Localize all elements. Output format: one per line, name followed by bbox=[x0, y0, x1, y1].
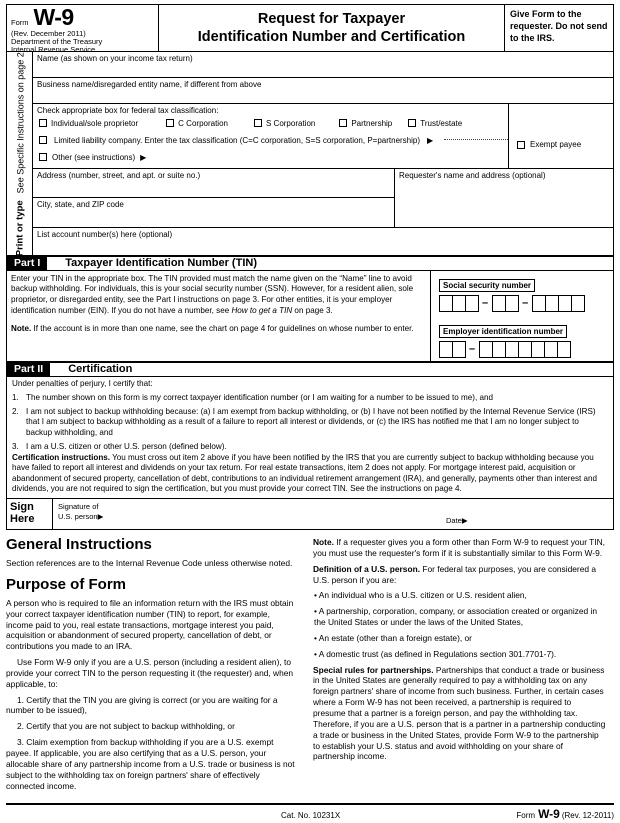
business-name-field-row[interactable] bbox=[33, 78, 613, 104]
part2-header-bar bbox=[6, 362, 614, 377]
checkbox-exempt-payee[interactable] bbox=[517, 140, 581, 149]
field-stack bbox=[33, 52, 613, 255]
date-label: Date bbox=[446, 516, 462, 526]
checkbox-icon[interactable] bbox=[408, 119, 416, 127]
requester-note-bold: Note. bbox=[313, 537, 334, 548]
general-instructions-section bbox=[6, 530, 614, 796]
checkbox-other[interactable] bbox=[33, 148, 508, 166]
ein-cell[interactable] bbox=[452, 341, 466, 358]
ein-cell[interactable] bbox=[505, 341, 519, 358]
form-title-line1: Request for Taxpayer bbox=[257, 10, 406, 27]
footer-revision: (Rev. 12-2011) bbox=[561, 811, 614, 820]
purpose-item-1: 1. Certify that the TIN you are giving is correct (or you are waiting for a number to be issued), bbox=[6, 694, 278, 716]
ein-label: Employer identification number bbox=[439, 325, 567, 338]
requester-name-address-field[interactable] bbox=[395, 169, 613, 227]
taxpayer-info-section bbox=[6, 52, 614, 256]
checkbox-label: C Corporation bbox=[178, 118, 228, 128]
signature-label-line1: Signature of bbox=[58, 502, 99, 512]
address-requester-row bbox=[33, 169, 613, 228]
ein-cell[interactable] bbox=[439, 341, 453, 358]
sidebar-see-specific-label: See Specific Instructions on page 2. bbox=[14, 50, 25, 194]
purpose-paragraph-1: A person who is required to file an information return with the IRS must obtain your correct taxpayer identification number (TIN) to report, for example, income paid to you, real estate transactions, mortgage interest you paid, acquisition or abandonment of secured property, cancellation of debt, or contributions you made to an IRA. bbox=[6, 597, 294, 652]
ssn-cell[interactable] bbox=[558, 295, 572, 312]
special-rules-text: Partnerships that conduct a trade or business in the United States are generally required to pay a withholding tax on any foreign partners' share of income from such business. Further, in certain cases where a Form W-9 has not been received, a partnership is required to presume that a partner is a foreign person, and pay the withholding tax. Therefore, if you are a U.S. person that is a partner in a partnership conducting a trade or business in the United States, provide Form W-9 to the partnership to establish your U.S. status and avoid withholding on your share of partnership income. bbox=[313, 664, 606, 762]
exempt-payee-area bbox=[509, 104, 613, 168]
checkbox-icon[interactable] bbox=[339, 119, 347, 127]
llc-label: Limited liability company. Enter the tax classification (C=C corporation, S=S corporation, P=partnership) bbox=[54, 135, 421, 145]
ssn-cell[interactable] bbox=[465, 295, 479, 312]
arrow-right-icon: ▶ bbox=[461, 516, 468, 526]
header-form-identity bbox=[7, 4, 159, 55]
sidebar-vertical-instructions bbox=[7, 52, 33, 255]
part1-paragraph-italic: How to get a TIN bbox=[231, 305, 293, 315]
purpose-item-3: 3. Claim exemption from backup withholding if you are a U.S. exempt payee. If applicable, you are also certifying that as a U.S. person, your allocable share of any partnership income from a U.S. trade or business is not subject to the withholding tax on foreign partners' share of effectively connected income. bbox=[6, 737, 295, 791]
business-name-field-label: Business name/disregarded entity name, if different from above bbox=[37, 80, 262, 89]
item-text: I am not subject to backup withholding because: (a) I am exempt from backup withholding, or (b) I have not been notified by the Internal Revenue Service (IRS) that I am subject to backup withholding as a result of a failure to report all interest or dividends, or (c) the IRS has notified me that I am no longer subject to backup withholding, and bbox=[26, 406, 596, 437]
form-word-label: Form bbox=[11, 18, 29, 27]
item-number: 1. bbox=[12, 392, 19, 402]
perjury-lead-text: Under penalties of perjury, I certify that: bbox=[12, 378, 153, 388]
checkbox-label: S Corporation bbox=[265, 118, 316, 128]
tax-classification-options bbox=[33, 104, 509, 168]
ssn-cell[interactable] bbox=[492, 295, 506, 312]
form-title-line2: Identification Number and Certification bbox=[197, 29, 466, 45]
part1-note-bold: Note. bbox=[11, 323, 32, 333]
requester-field-label: Requester's name and address (optional) bbox=[399, 170, 546, 180]
classification-checkbox-row bbox=[33, 116, 508, 128]
part1-paragraph bbox=[11, 274, 424, 317]
ssn-input-cells[interactable] bbox=[439, 295, 607, 312]
checkbox-individual-sole-proprietor[interactable] bbox=[39, 119, 138, 128]
special-rules-partnerships bbox=[313, 665, 606, 763]
footer-form-number: W-9 bbox=[538, 807, 560, 821]
section-references-text: Section references are to the Internal Revenue Code unless otherwise noted. bbox=[6, 557, 293, 568]
name-field-label: Name (as shown on your income tax return) bbox=[37, 54, 193, 63]
part1-paragraph-text: Enter your TIN in the appropriate box. The TIN provided must match the name given on the “Name” line to avoid backup withholding. For individuals, this is your social security number (SSN). However, for a resident alien, sole proprietor, or disregarded entity, see the Part I instructions on page 3. For other entities, it is your employer identification number (EIN). If you do not have a number, see bbox=[11, 273, 414, 315]
item-number: 2. bbox=[12, 406, 19, 416]
ein-cell[interactable] bbox=[492, 341, 506, 358]
address-field-label: Address (number, street, and apt. or suite no.) bbox=[37, 170, 201, 180]
treasury-department-label: Department of the Treasury bbox=[11, 36, 103, 46]
llc-classification-input[interactable] bbox=[444, 139, 508, 140]
form-number: W-9 bbox=[33, 4, 74, 30]
requester-note-text: If a requester gives you a form other than Form W-9 to request your TIN, you must use the requester's form if it is substantially similar to this Form W-9. bbox=[313, 537, 605, 558]
ein-cell[interactable] bbox=[479, 341, 493, 358]
part2-title: Certification bbox=[68, 363, 133, 376]
checkbox-partnership[interactable] bbox=[339, 119, 392, 128]
checkbox-icon[interactable] bbox=[517, 141, 525, 149]
checkbox-icon[interactable] bbox=[39, 119, 47, 127]
ein-cell[interactable] bbox=[544, 341, 558, 358]
signature-input-area[interactable] bbox=[53, 499, 613, 529]
purpose-item-2: 2. Certify that you are not subject to backup withholding, or bbox=[17, 721, 235, 732]
city-state-zip-field-row[interactable] bbox=[33, 198, 394, 227]
certification-item-1 bbox=[12, 393, 607, 404]
footer-form-word: Form bbox=[516, 811, 536, 820]
address-field-row[interactable] bbox=[33, 169, 394, 198]
ssn-cell[interactable] bbox=[571, 295, 585, 312]
certification-item-2 bbox=[12, 407, 607, 439]
signature-label-line2: U.S. person bbox=[58, 511, 98, 521]
form-revision-date: (Rev. December 2011) bbox=[11, 28, 86, 38]
special-rules-bold: Special rules for partnerships. bbox=[313, 664, 434, 675]
account-numbers-field-row[interactable] bbox=[33, 228, 613, 255]
ssn-label: Social security number bbox=[439, 279, 535, 292]
part1-body bbox=[6, 271, 614, 362]
footer-divider bbox=[6, 803, 614, 805]
ein-cell[interactable] bbox=[531, 341, 545, 358]
part1-note-text: If the account is in more than one name, see the chart on page 4 for guidelines on whose number to enter. bbox=[31, 323, 414, 333]
purpose-paragraph-2: Use Form W-9 only if you are a U.S. person (including a resident alien), to provide your correct TIN to the person requesting it (the requester) and, when applicable, to: bbox=[6, 657, 294, 689]
account-numbers-label: List account number(s) here (optional) bbox=[37, 229, 173, 239]
part1-paragraph-tail: on page 3. bbox=[292, 305, 333, 315]
checkbox-label: Partnership bbox=[351, 118, 393, 128]
part1-tag: Part I bbox=[7, 257, 47, 270]
certification-instructions-text: You must cross out item 2 above if you have been notified by the IRS that you are currently subject to backup withholding because you have failed to report all interest and dividends on your tax return. For real estate transactions, item 2 does not apply. For mortgage interest paid, acquisition or abandonment of secured property, cancellation of debt, contributions to an individual retirement arrangement (IRA), and generally, payments other than interest and dividends, you are not required to sign the certification, but you must provide your correct TIN. See the instructions on page 4. bbox=[12, 452, 598, 494]
signature-section bbox=[6, 498, 614, 530]
checkbox-icon[interactable] bbox=[39, 136, 47, 144]
part2-body bbox=[6, 377, 614, 498]
checkbox-label: Individual/sole proprietor bbox=[51, 118, 139, 128]
checkbox-icon[interactable] bbox=[166, 119, 174, 127]
ssn-cell[interactable] bbox=[505, 295, 519, 312]
arrow-right-icon: ▶ bbox=[97, 511, 104, 521]
us-person-bullet: • A domestic trust (as defined in Regulations section 301.7701-7). bbox=[314, 648, 557, 659]
part1-header-bar bbox=[6, 256, 614, 271]
us-person-definition-text: For federal tax purposes, you are considered a U.S. person if you are: bbox=[313, 563, 597, 585]
date-field[interactable] bbox=[446, 516, 468, 525]
part2-tag: Part II bbox=[7, 363, 50, 376]
irs-label: Internal Revenue Service bbox=[11, 45, 96, 55]
exempt-payee-label: Exempt payee bbox=[530, 140, 582, 149]
part1-title: Taxpayer Identification Number (TIN) bbox=[65, 257, 257, 270]
give-form-notice: Give Form to the requester. Do not send to the IRS. bbox=[510, 9, 608, 43]
checkbox-icon[interactable] bbox=[254, 119, 262, 127]
ssn-cell[interactable] bbox=[439, 295, 453, 312]
ssn-cell[interactable] bbox=[545, 295, 559, 312]
checkbox-limited-liability-company[interactable] bbox=[33, 128, 508, 148]
certification-instructions bbox=[12, 453, 607, 495]
purpose-of-form-heading: Purpose of Form bbox=[6, 576, 127, 594]
ein-dash-separator: – bbox=[469, 342, 476, 355]
general-instructions-right-column bbox=[313, 537, 606, 796]
ein-input-cells[interactable] bbox=[439, 341, 607, 358]
item-text: I am a U.S. citizen or other U.S. person (defined below). bbox=[26, 442, 227, 452]
ssn-cell[interactable] bbox=[452, 295, 466, 312]
tin-spacer bbox=[439, 312, 607, 321]
form-title-block bbox=[159, 5, 505, 51]
item-text: The number shown on this form is my correct taxpayer identification number (or I am waiting for a number to be issued to me), and bbox=[26, 392, 493, 402]
footer-form-identity bbox=[516, 807, 614, 821]
checkbox-icon[interactable] bbox=[39, 153, 47, 161]
us-person-bullet: • A partnership, corporation, company, or association created or organized in the United States or under the laws of the United States, bbox=[314, 606, 598, 628]
ssn-dash-separator: – bbox=[522, 296, 529, 309]
city-state-zip-label: City, state, and ZIP code bbox=[37, 199, 124, 209]
checkbox-trust-estate[interactable] bbox=[408, 119, 462, 128]
us-person-definition-bold: Definition of a U.S. person. bbox=[313, 563, 421, 574]
sign-here-line2: Here bbox=[10, 513, 35, 526]
ein-cell[interactable] bbox=[518, 341, 532, 358]
ssn-cell[interactable] bbox=[532, 295, 546, 312]
general-instructions-left-column bbox=[6, 537, 299, 796]
certification-item-3 bbox=[12, 442, 607, 453]
part1-note bbox=[11, 324, 424, 335]
ssn-dash-separator: – bbox=[482, 296, 489, 309]
name-field-row[interactable] bbox=[33, 52, 613, 78]
sidebar-print-or-type-label: Print or type bbox=[14, 200, 25, 257]
sign-here-line1: Sign bbox=[10, 501, 34, 514]
item-number: 3. bbox=[12, 442, 19, 452]
ein-cell[interactable] bbox=[557, 341, 571, 358]
tax-classification-label: Check appropriate box for federal tax classification: bbox=[37, 106, 219, 115]
address-fields bbox=[33, 169, 395, 227]
requester-note bbox=[313, 537, 606, 559]
catalog-number: Cat. No. 10231X bbox=[281, 811, 341, 820]
arrow-right-icon: ▶ bbox=[427, 135, 434, 145]
other-label: Other (see instructions) bbox=[52, 152, 136, 162]
us-person-bullet: • An estate (other than a foreign estate), or bbox=[314, 632, 472, 643]
general-instructions-heading: General Instructions bbox=[6, 536, 152, 554]
us-person-definition bbox=[313, 564, 606, 586]
arrow-right-icon: ▶ bbox=[140, 152, 147, 162]
signature-of-label bbox=[58, 502, 103, 529]
sign-here-label bbox=[7, 499, 53, 529]
certification-instructions-bold: Certification instructions. bbox=[12, 452, 111, 462]
us-person-bullet: • An individual who is a U.S. citizen or U.S. resident alien, bbox=[314, 590, 527, 601]
form-footer bbox=[6, 803, 614, 821]
part1-instructions bbox=[7, 271, 431, 361]
form-header bbox=[6, 4, 614, 55]
tin-entry-area bbox=[431, 271, 613, 361]
checkbox-c-corporation[interactable] bbox=[166, 119, 228, 128]
checkbox-s-corporation[interactable] bbox=[254, 119, 315, 128]
tax-classification-row bbox=[33, 104, 613, 169]
checkbox-label: Trust/estate bbox=[420, 118, 463, 128]
